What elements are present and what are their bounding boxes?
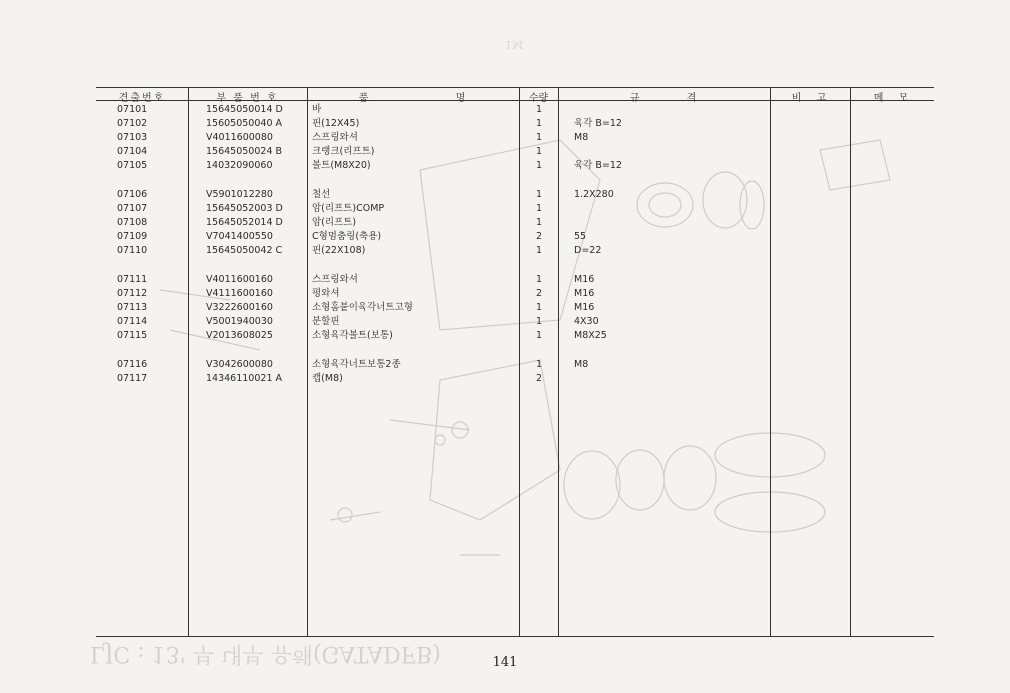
header-part-no: 부 품 번 호 <box>216 93 279 104</box>
cell-qty: 1 <box>536 274 543 285</box>
cell-qty: 2 <box>536 373 543 384</box>
cell-qty: 1 <box>536 160 543 171</box>
header-part-name: 품 명 <box>358 93 468 104</box>
cell-part-no: V3222600160 <box>206 302 273 313</box>
cell-part-name: 핀(22X108) <box>312 245 366 256</box>
cell-qty: 1 <box>536 203 543 214</box>
cell-part-name: 암(리프트) <box>312 217 357 228</box>
header-qty: 수량 <box>528 93 549 104</box>
cell-part-no: 15645050042 C <box>206 245 283 256</box>
cell-item-no: 07109 <box>117 231 148 242</box>
cell-qty: 1 <box>536 189 543 200</box>
header-spec: 규 격 <box>629 93 699 104</box>
cell-spec: M8X25 <box>574 330 607 341</box>
cell-part-name: 소형육각볼트(보통) <box>312 330 393 341</box>
cell-spec: M16 <box>574 302 595 313</box>
cell-item-no: 07114 <box>117 316 148 327</box>
cell-qty: 1 <box>536 132 543 143</box>
cell-item-no: 07108 <box>117 217 148 228</box>
cell-part-name: C형멈춤링(축용) <box>312 231 382 242</box>
cell-spec: M16 <box>574 274 595 285</box>
cell-item-no: 07104 <box>117 146 148 157</box>
cell-spec: M16 <box>574 288 595 299</box>
cell-item-no: 07105 <box>117 160 148 171</box>
table-top-rule <box>96 87 934 88</box>
cell-part-name: 핀(12X45) <box>312 118 360 129</box>
header-memo: 메 모 <box>873 93 911 104</box>
cell-qty: 1 <box>536 302 543 313</box>
cell-item-no: 07111 <box>117 274 148 285</box>
cell-item-no: 07116 <box>117 359 148 370</box>
cell-part-no: V4011600080 <box>206 132 273 143</box>
cell-part-no: V4111600160 <box>206 288 273 299</box>
cell-part-name: 소형육각너트보통2종 <box>312 359 401 370</box>
cell-part-name: 평와셔 <box>312 288 340 299</box>
col-divider <box>770 87 771 637</box>
cell-qty: 1 <box>536 245 543 256</box>
parts-table <box>96 87 934 637</box>
cell-qty: 1 <box>536 118 543 129</box>
cell-part-name: 크랭크(리프트) <box>312 146 375 157</box>
cell-part-no: 14346110021 A <box>206 373 283 384</box>
bleed-through-mark: 1M <box>505 38 524 51</box>
cell-qty: 1 <box>536 316 543 327</box>
cell-item-no: 07112 <box>117 288 148 299</box>
page-number: 141 <box>492 655 518 670</box>
cell-part-name: 캡(M8) <box>312 373 343 384</box>
cell-item-no: 07113 <box>117 302 148 313</box>
cell-part-name: 소형홈붙이육각너트고형 <box>312 302 413 313</box>
cell-part-no: V2013608025 <box>206 330 273 341</box>
col-divider <box>558 87 559 637</box>
cell-part-no: 15645052014 D <box>206 217 283 228</box>
cell-spec: D=22 <box>574 245 602 256</box>
cell-part-no: 14032090060 <box>206 160 273 171</box>
cell-part-no: V5901012280 <box>206 189 273 200</box>
cell-item-no: 07103 <box>117 132 148 143</box>
cell-part-no: 15645050024 B <box>206 146 283 157</box>
cell-spec: M8 <box>574 132 589 143</box>
cell-item-no: 07117 <box>117 373 148 384</box>
col-divider <box>307 87 308 637</box>
cell-qty: 1 <box>536 330 543 341</box>
cell-part-no: 15645050014 D <box>206 104 283 115</box>
cell-item-no: 07106 <box>117 189 148 200</box>
col-divider <box>850 87 851 637</box>
cell-part-name: 스프링와셔 <box>312 132 358 143</box>
cell-part-no: 15605050040 A <box>206 118 283 129</box>
cell-part-no: V5001940030 <box>206 316 273 327</box>
bleed-through-caption: LJC : 13' 부 내부 유해(GATADFB) <box>90 641 441 666</box>
cell-part-name: 철선 <box>312 189 331 200</box>
cell-qty: 1 <box>536 146 543 157</box>
cell-part-name: 바 <box>312 104 322 115</box>
cell-spec: 55 <box>574 231 587 242</box>
cell-item-no: 07102 <box>117 118 148 129</box>
cell-part-no: 15645052003 D <box>206 203 283 214</box>
cell-spec: 1.2X280 <box>574 189 614 200</box>
cell-qty: 1 <box>536 217 543 228</box>
cell-part-no: V7041400550 <box>206 231 273 242</box>
cell-spec: 육각 B=12 <box>574 118 622 129</box>
cell-item-no: 07107 <box>117 203 148 214</box>
cell-part-name: 암(리프트)COMP <box>312 203 385 214</box>
table-bottom-rule <box>96 636 934 637</box>
cell-part-name: 분할핀 <box>312 316 340 327</box>
cell-part-name: 스프링와셔 <box>312 274 358 285</box>
header-remarks: 비 고 <box>791 93 829 104</box>
cell-qty: 1 <box>536 359 543 370</box>
cell-spec: 4X30 <box>574 316 599 327</box>
cell-part-no: V3042600080 <box>206 359 273 370</box>
cell-spec: 육각 B=12 <box>574 160 622 171</box>
col-divider <box>519 87 520 637</box>
cell-qty: 2 <box>536 231 543 242</box>
col-divider <box>188 87 189 637</box>
cell-qty: 1 <box>536 104 543 115</box>
cell-qty: 2 <box>536 288 543 299</box>
header-item-no: 견출번호 <box>118 93 166 104</box>
cell-part-no: V4011600160 <box>206 274 273 285</box>
cell-spec: M8 <box>574 359 589 370</box>
cell-item-no: 07110 <box>117 245 148 256</box>
cell-part-name: 볼트(M8X20) <box>312 160 371 171</box>
cell-item-no: 07101 <box>117 104 148 115</box>
cell-item-no: 07115 <box>117 330 148 341</box>
